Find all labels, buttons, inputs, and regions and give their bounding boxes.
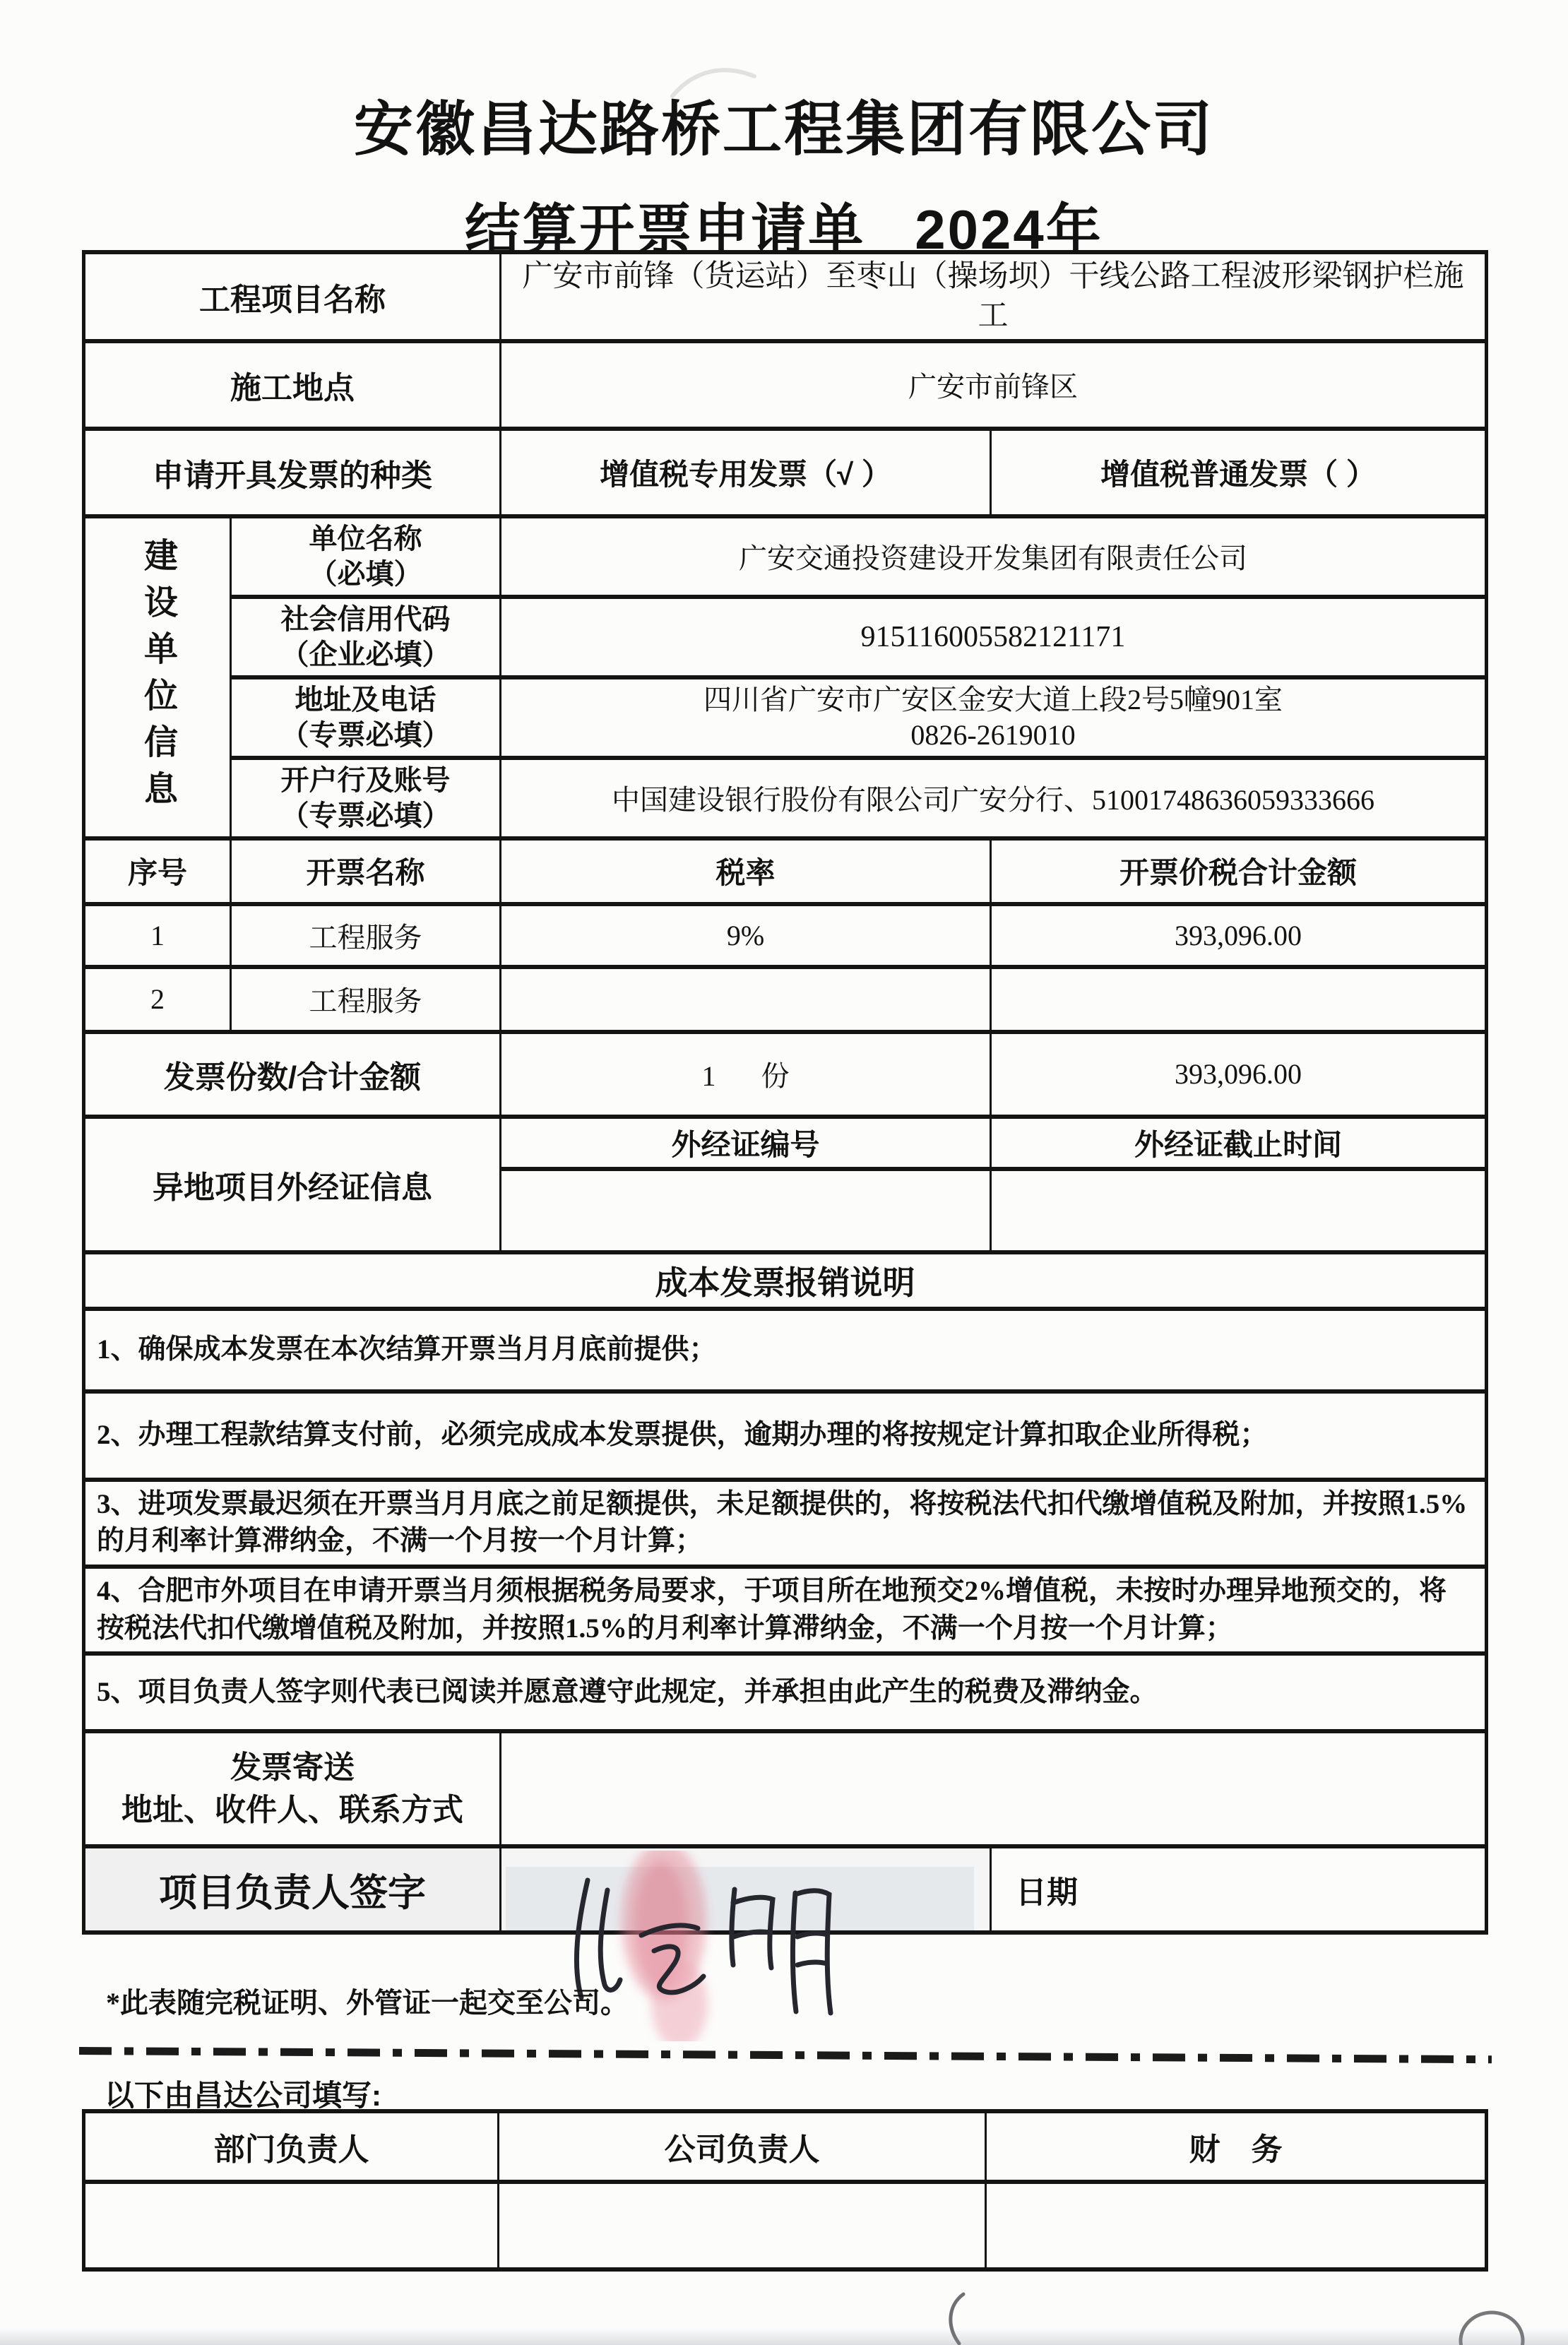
item2-rate <box>501 967 991 1032</box>
builder-credit-label-main: 社会信用代码 <box>280 603 451 635</box>
builder-address-phone: 0826-2619010 <box>910 718 1076 751</box>
approval-header-company: 公司负责人 <box>499 2111 986 2182</box>
builder-bank-label <box>231 758 501 838</box>
main-form-table <box>82 250 1488 1935</box>
notes-title: 成本发票报销说明 <box>84 1252 1487 1309</box>
builder-name-label <box>231 516 501 597</box>
signer-label: 项目负责人签字 <box>84 1846 501 1933</box>
summary-count-cell <box>501 1032 991 1117</box>
mailing-label-line2: 地址、收件人、联系方式 <box>121 1792 463 1827</box>
project-name-label: 工程项目名称 <box>84 252 501 341</box>
approval-header-dept: 部门负责人 <box>84 2111 499 2182</box>
builder-section-cell <box>84 516 231 838</box>
waijing-label: 异地项目外经证信息 <box>84 1117 501 1252</box>
item1-name: 工程服务 <box>231 904 501 967</box>
waijing-no-value <box>501 1169 991 1252</box>
item-row-2 <box>84 967 1487 1032</box>
builder-name-label-main: 单位名称 <box>309 523 422 554</box>
waijing-deadline-value <box>991 1169 1487 1252</box>
item2-amount <box>991 967 1487 1032</box>
builder-address-line1: 四川省广安市广安区金安大道上段2号5幢901室 <box>703 683 1283 716</box>
invoice-kind-general: 增值税普通发票（ ） <box>991 429 1487 516</box>
waijing-no-header: 外经证编号 <box>501 1117 991 1169</box>
note-2: 2、办理工程款结算支付前，必须完成成本发票提供，逾期办理的将按规定计算扣取企业所得税； <box>84 1391 1487 1480</box>
item-row-1 <box>84 904 1487 967</box>
approval-header-finance: 财 务 <box>986 2111 1487 2182</box>
site-label: 施工地点 <box>84 341 501 429</box>
note-5: 5、项目负责人签字则代表已阅读并愿意遵守此规定，并承担由此产生的税费及滞纳金。 <box>84 1654 1487 1731</box>
invoice-kind-label: 申请开具发票的种类 <box>84 429 501 516</box>
mailing-label-line1: 发票寄送 <box>230 1750 355 1786</box>
summary-label: 发票份数/合计金额 <box>84 1032 501 1117</box>
company-section-heading: 以下由昌达公司填写: <box>105 2079 381 2112</box>
note-4: 4、合肥市外项目在申请开票当月须根据税务局要求，于项目所在地预交2%增值税，未按时办理异地预交的，将按税法代扣代缴增值税及附加，并按照1.5%的月利率计算滞纳金，不满一个月按一个月计算； <box>84 1567 1487 1654</box>
builder-address-label-main: 地址及电话 <box>295 684 436 716</box>
items-header-amount: 开票价税合计金额 <box>991 838 1487 904</box>
mailing-label <box>84 1731 501 1846</box>
note-1: 1、确保成本发票在本次结算开票当月月底前提供； <box>84 1309 1487 1391</box>
footnote: *此表随完税证明、外管证一起交至公司。 <box>106 1987 629 2019</box>
mailing-value <box>501 1731 1487 1846</box>
builder-address-value <box>501 677 1487 758</box>
note-3: 3、进项发票最迟须在开票当月月底之前足额提供，未足额提供的，将按税法代扣代缴增值税及附加，并按照1.5%的月利率计算滞纳金，不满一个月按一个月计算； <box>84 1480 1487 1567</box>
approval-company-cell <box>499 2182 986 2269</box>
summary-count: 1 <box>701 1060 716 1093</box>
builder-section-label: 建设单位信息 <box>138 537 177 817</box>
approval-signature-row <box>84 2182 1487 2269</box>
company-title: 安徽昌达路桥工程集团有限公司 <box>353 96 1214 162</box>
approval-finance-cell <box>986 2182 1487 2269</box>
date-label-cell <box>991 1846 1487 1933</box>
form-title-block <box>0 82 1568 265</box>
signature-scan-band <box>506 1867 974 1933</box>
item1-amount: 393,096.00 <box>991 904 1487 967</box>
item1-no: 1 <box>84 904 231 967</box>
summary-amount: 393,096.00 <box>991 1032 1487 1117</box>
builder-name-label-note: （必填） <box>309 558 422 590</box>
items-header-no: 序号 <box>84 838 231 904</box>
waijing-deadline-header: 外经证截止时间 <box>991 1117 1487 1169</box>
items-header-name: 开票名称 <box>231 838 501 904</box>
form-year: 2024年 <box>915 198 1103 261</box>
builder-credit-value: 915116005582121171 <box>501 597 1487 677</box>
date-label: 日期 <box>1016 1875 1078 1911</box>
builder-address-label-note: （专票必填） <box>280 719 451 751</box>
builder-bank-value: 中国建设银行股份有限公司广安分行、51001748636059333666 <box>501 758 1487 838</box>
builder-bank-label-note: （专票必填） <box>280 800 451 831</box>
items-header-rate: 税率 <box>501 838 991 904</box>
item2-no: 2 <box>84 967 231 1032</box>
invoice-kind-special: 增值税专用发票（√ ） <box>501 429 991 516</box>
cut-separator-line <box>79 2047 1492 2063</box>
builder-credit-label-note: （企业必填） <box>280 639 451 670</box>
signature-cell <box>501 1846 991 1933</box>
builder-name-value: 广安交通投资建设开发集团有限责任公司 <box>501 516 1487 597</box>
builder-address-label <box>231 677 501 758</box>
site-value: 广安市前锋区 <box>501 341 1487 429</box>
form-name: 结算开票申请单 <box>465 198 866 261</box>
item1-rate: 9% <box>501 904 991 967</box>
builder-bank-label-main: 开户行及账号 <box>280 764 451 796</box>
scan-edge-shadow <box>0 2328 1568 2345</box>
approval-dept-cell <box>84 2182 499 2269</box>
item2-name: 工程服务 <box>231 967 501 1032</box>
project-name-value: 广安市前锋（货运站）至枣山（操场坝）干线公路工程波形梁钢护栏施工 <box>501 252 1487 341</box>
builder-credit-label <box>231 597 501 677</box>
approval-table <box>82 2109 1488 2272</box>
summary-unit: 份 <box>761 1060 790 1093</box>
